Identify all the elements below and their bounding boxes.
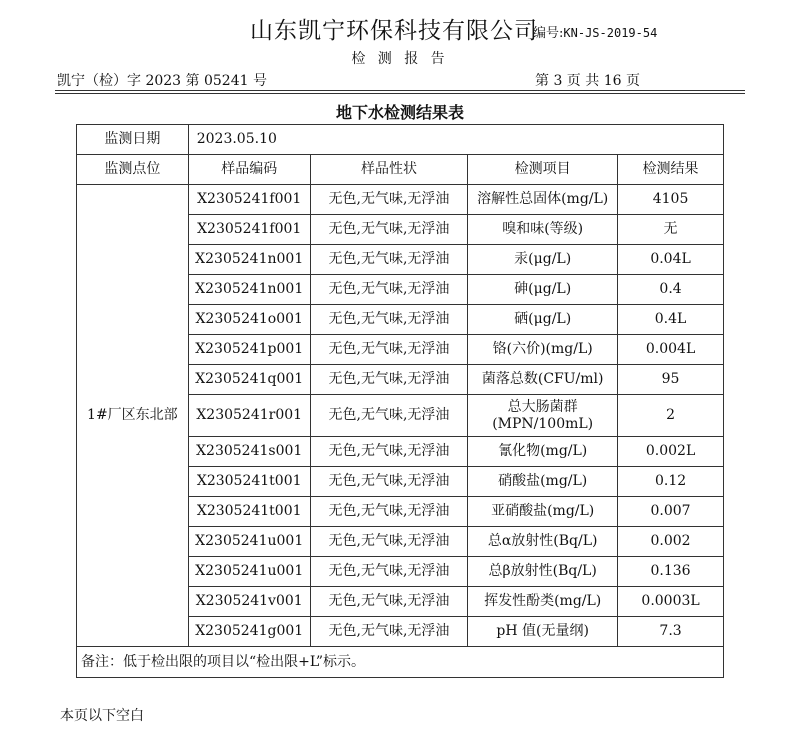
- document-number-label: 编号:: [533, 26, 564, 41]
- test-item-cell: 总α放射性(Bq/L): [468, 527, 618, 557]
- report-reference: 凯宁（检）字 2023 第 05241 号: [57, 73, 267, 89]
- test-item-cell: 挥发性酚类(mg/L): [468, 587, 618, 617]
- sample-code-cell: X2305241r001: [188, 395, 310, 437]
- test-result-cell: 0.4: [618, 275, 724, 305]
- header-divider: [55, 90, 745, 91]
- table-title: 地下水检测结果表: [335, 103, 464, 122]
- sample-appearance-cell: 无色,无气味,无浮油: [310, 305, 468, 335]
- sample-code-cell: X2305241v001: [188, 587, 310, 617]
- test-item-cell: 溶解性总固体(mg/L): [468, 185, 618, 215]
- test-result-cell: 95: [618, 365, 724, 395]
- test-result-cell: 0.136: [618, 557, 724, 587]
- test-item-cell: 砷(μg/L): [468, 275, 618, 305]
- header-row: [77, 155, 724, 185]
- sample-code-cell: X2305241f001: [188, 215, 310, 245]
- sample-appearance-cell: 无色,无气味,无浮油: [310, 617, 468, 647]
- sample-appearance-cell: 无色,无气味,无浮油: [310, 335, 468, 365]
- column-header: 检测结果: [618, 155, 724, 185]
- sample-code-cell: X2305241q001: [188, 365, 310, 395]
- sample-code-cell: X2305241g001: [188, 617, 310, 647]
- sample-appearance-cell: 无色,无气味,无浮油: [310, 395, 468, 437]
- date-row: [77, 125, 724, 155]
- date-value: 2023.05.10: [188, 125, 723, 155]
- sample-appearance-cell: 无色,无气味,无浮油: [310, 185, 468, 215]
- column-header: 样品性状: [310, 155, 468, 185]
- test-result-cell: 0.002L: [618, 437, 724, 467]
- test-item-cell: 总β放射性(Bq/L): [468, 557, 618, 587]
- test-item-cell: 亚硝酸盐(mg/L): [468, 497, 618, 527]
- test-result-cell: 0.002: [618, 527, 724, 557]
- header-divider-secondary: [55, 93, 745, 94]
- test-item-cell: 总大肠菌群(MPN/100mL): [468, 395, 618, 437]
- test-result-cell: 2: [618, 395, 724, 437]
- sample-code-cell: X2305241o001: [188, 305, 310, 335]
- test-item-cell: 嗅和味(等级): [468, 215, 618, 245]
- page-info: 第 3 页 共 16 页: [535, 73, 640, 89]
- sample-appearance-cell: 无色,无气味,无浮油: [310, 365, 468, 395]
- test-item-cell: pH 值(无量纲): [468, 617, 618, 647]
- sample-appearance-cell: 无色,无气味,无浮油: [310, 275, 468, 305]
- test-result-cell: 7.3: [618, 617, 724, 647]
- note-row: [77, 647, 724, 678]
- location-cell: 1#厂区东北部: [77, 185, 189, 647]
- sample-appearance-cell: 无色,无气味,无浮油: [310, 245, 468, 275]
- sample-appearance-cell: 无色,无气味,无浮油: [310, 557, 468, 587]
- table-note: 备注：低于检出限的项目以“检出限+L”标示。: [77, 647, 724, 678]
- document-number-value: KN-JS-2019-54: [563, 26, 658, 40]
- sample-appearance-cell: 无色,无气味,无浮油: [310, 215, 468, 245]
- sample-code-cell: X2305241f001: [188, 185, 310, 215]
- test-result-cell: 0.4L: [618, 305, 724, 335]
- column-header: 样品编码: [188, 155, 310, 185]
- company-name: 山东凯宁环保科技有限公司: [250, 18, 538, 44]
- test-result-cell: 0.004L: [618, 335, 724, 365]
- test-item-cell: 铬(六价)(mg/L): [468, 335, 618, 365]
- sample-code-cell: X2305241p001: [188, 335, 310, 365]
- sample-appearance-cell: 无色,无气味,无浮油: [310, 587, 468, 617]
- test-result-cell: 0.007: [618, 497, 724, 527]
- test-item-cell: 硒(μg/L): [468, 305, 618, 335]
- sample-code-cell: X2305241n001: [188, 245, 310, 275]
- column-header: 监测点位: [77, 155, 189, 185]
- test-result-cell: 0.0003L: [618, 587, 724, 617]
- test-item-cell: 汞(μg/L): [468, 245, 618, 275]
- sample-code-cell: X2305241u001: [188, 527, 310, 557]
- sample-code-cell: X2305241t001: [188, 467, 310, 497]
- test-result-cell: 无: [618, 215, 724, 245]
- document-number: [533, 22, 657, 41]
- test-item-cell: 菌落总数(CFU/ml): [468, 365, 618, 395]
- sample-code-cell: X2305241n001: [188, 275, 310, 305]
- sample-appearance-cell: 无色,无气味,无浮油: [310, 527, 468, 557]
- table-row: [77, 185, 724, 215]
- report-subtitle: 检 测 报 告: [351, 51, 449, 67]
- sample-appearance-cell: 无色,无气味,无浮油: [310, 497, 468, 527]
- test-result-cell: 0.04L: [618, 245, 724, 275]
- sample-code-cell: X2305241u001: [188, 557, 310, 587]
- sample-code-cell: X2305241s001: [188, 437, 310, 467]
- test-result-cell: 0.12: [618, 467, 724, 497]
- test-result-cell: 4105: [618, 185, 724, 215]
- sample-code-cell: X2305241t001: [188, 497, 310, 527]
- sample-appearance-cell: 无色,无气味,无浮油: [310, 467, 468, 497]
- date-label: 监测日期: [77, 125, 189, 155]
- results-table: [76, 124, 724, 678]
- sample-appearance-cell: 无色,无气味,无浮油: [310, 437, 468, 467]
- column-header: 检测项目: [468, 155, 618, 185]
- test-item-cell: 硝酸盐(mg/L): [468, 467, 618, 497]
- test-item-cell: 氰化物(mg/L): [468, 437, 618, 467]
- page-footer: 本页以下空白: [60, 708, 144, 724]
